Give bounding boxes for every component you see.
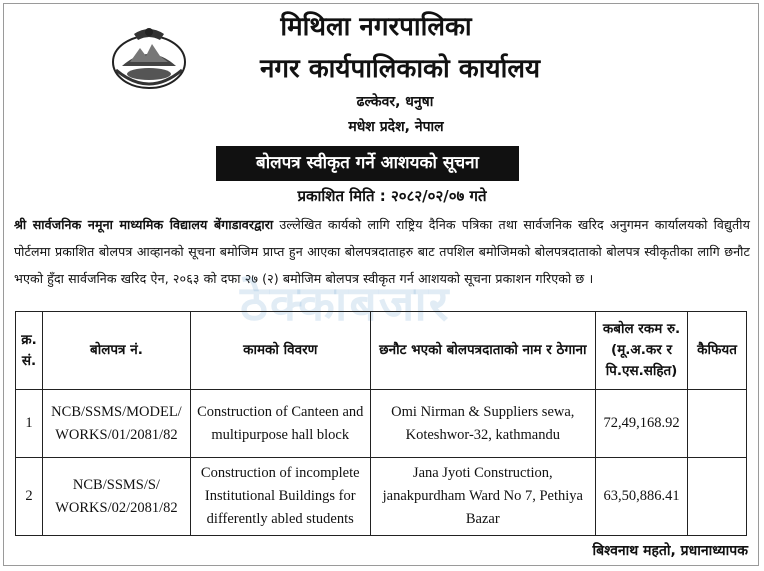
header-amount: कबोल रकम रु.(मू.अ.कर र पि.एस.सहित) [596, 312, 688, 390]
signature: बिश्वनाथ महतो, प्रधानाध्यापक [592, 543, 748, 559]
cell-bid-no: NCB/SSMS/S/ WORKS/02/2081/82 [42, 458, 190, 536]
cell-remarks [688, 390, 747, 458]
table-header-row [16, 312, 747, 390]
cell-description: Construction of incomplete Institutional Buildings for differently abled students [190, 458, 370, 536]
table-row [16, 458, 747, 536]
cell-description: Construction of Canteen and multipurpose hall block [190, 390, 370, 458]
cell-amount: 72,49,168.92 [596, 390, 688, 458]
header-remarks: कैफियत [688, 312, 747, 390]
cell-bid-no: NCB/SSMS/MODEL/ WORKS/01/2081/82 [42, 390, 190, 458]
body-text: उल्लेखित कार्यको लागि राष्ट्रिय दैनिक पत्रिका तथा सार्वजनिक खरिद अनुगमन कार्यालयको विद्युतीय पोर्टलमा प्रकाशित बोलपत्र आव्हानको सूचना बमोजिम प्राप्त हुन आएका बोलपत्रदाताहरु बाट तपशिल बमोजिमको बोलपत्रदाताको बोलपत्र स्वीकृतीका लागि छनौट भएको हुँदा सार्वजनिक खरिद ऐन, २०६३ को दफा २७ (२) बमोजिम बोलपत्र स्वीकृत गर्न आशयको सूचना प्रकाशन गरिएको छ । [14, 217, 750, 286]
cell-remarks [688, 458, 747, 536]
address-line-2: मधेश प्रदेश, नेपाल [348, 119, 444, 135]
header-bidder: छनौट भएको बोलपत्रदाताको नाम र ठेगाना [370, 312, 595, 390]
published-date: प्रकाशित मिति : २०८२/०२/०७ गते [297, 187, 487, 205]
cell-bidder: Jana Jyoti Construction, janakpurdham Ward No 7, Pethiya Bazar [370, 458, 595, 536]
header-description: कामको विवरण [190, 312, 370, 390]
bid-table [15, 311, 747, 536]
office-title: नगर कार्यपालिकाको कार्यालय [259, 54, 541, 84]
body-lead: श्री सार्वजनिक नमूना माध्यमिक विद्यालय बेंगाडावरद्वारा [14, 217, 274, 232]
header-bid-no: बोलपत्र नं. [42, 312, 190, 390]
notice-heading: बोलपत्र स्वीकृत गर्ने आशयको सूचना [216, 146, 519, 181]
notice-body [14, 211, 750, 292]
watermark-text: ठेक्काबजार [240, 276, 451, 332]
municipality-title: मिथिला नगरपालिका [280, 12, 472, 42]
table-row [16, 390, 747, 458]
address-line-1: ढल्केवर, धनुषा [356, 94, 434, 110]
cell-bidder: Omi Nirman & Suppliers sewa, Koteshwor-32, kathmandu [370, 390, 595, 458]
header-sn: क्र. सं. [16, 312, 43, 390]
cell-sn: 1 [16, 390, 43, 458]
cell-amount: 63,50,886.41 [596, 458, 688, 536]
cell-sn: 2 [16, 458, 43, 536]
